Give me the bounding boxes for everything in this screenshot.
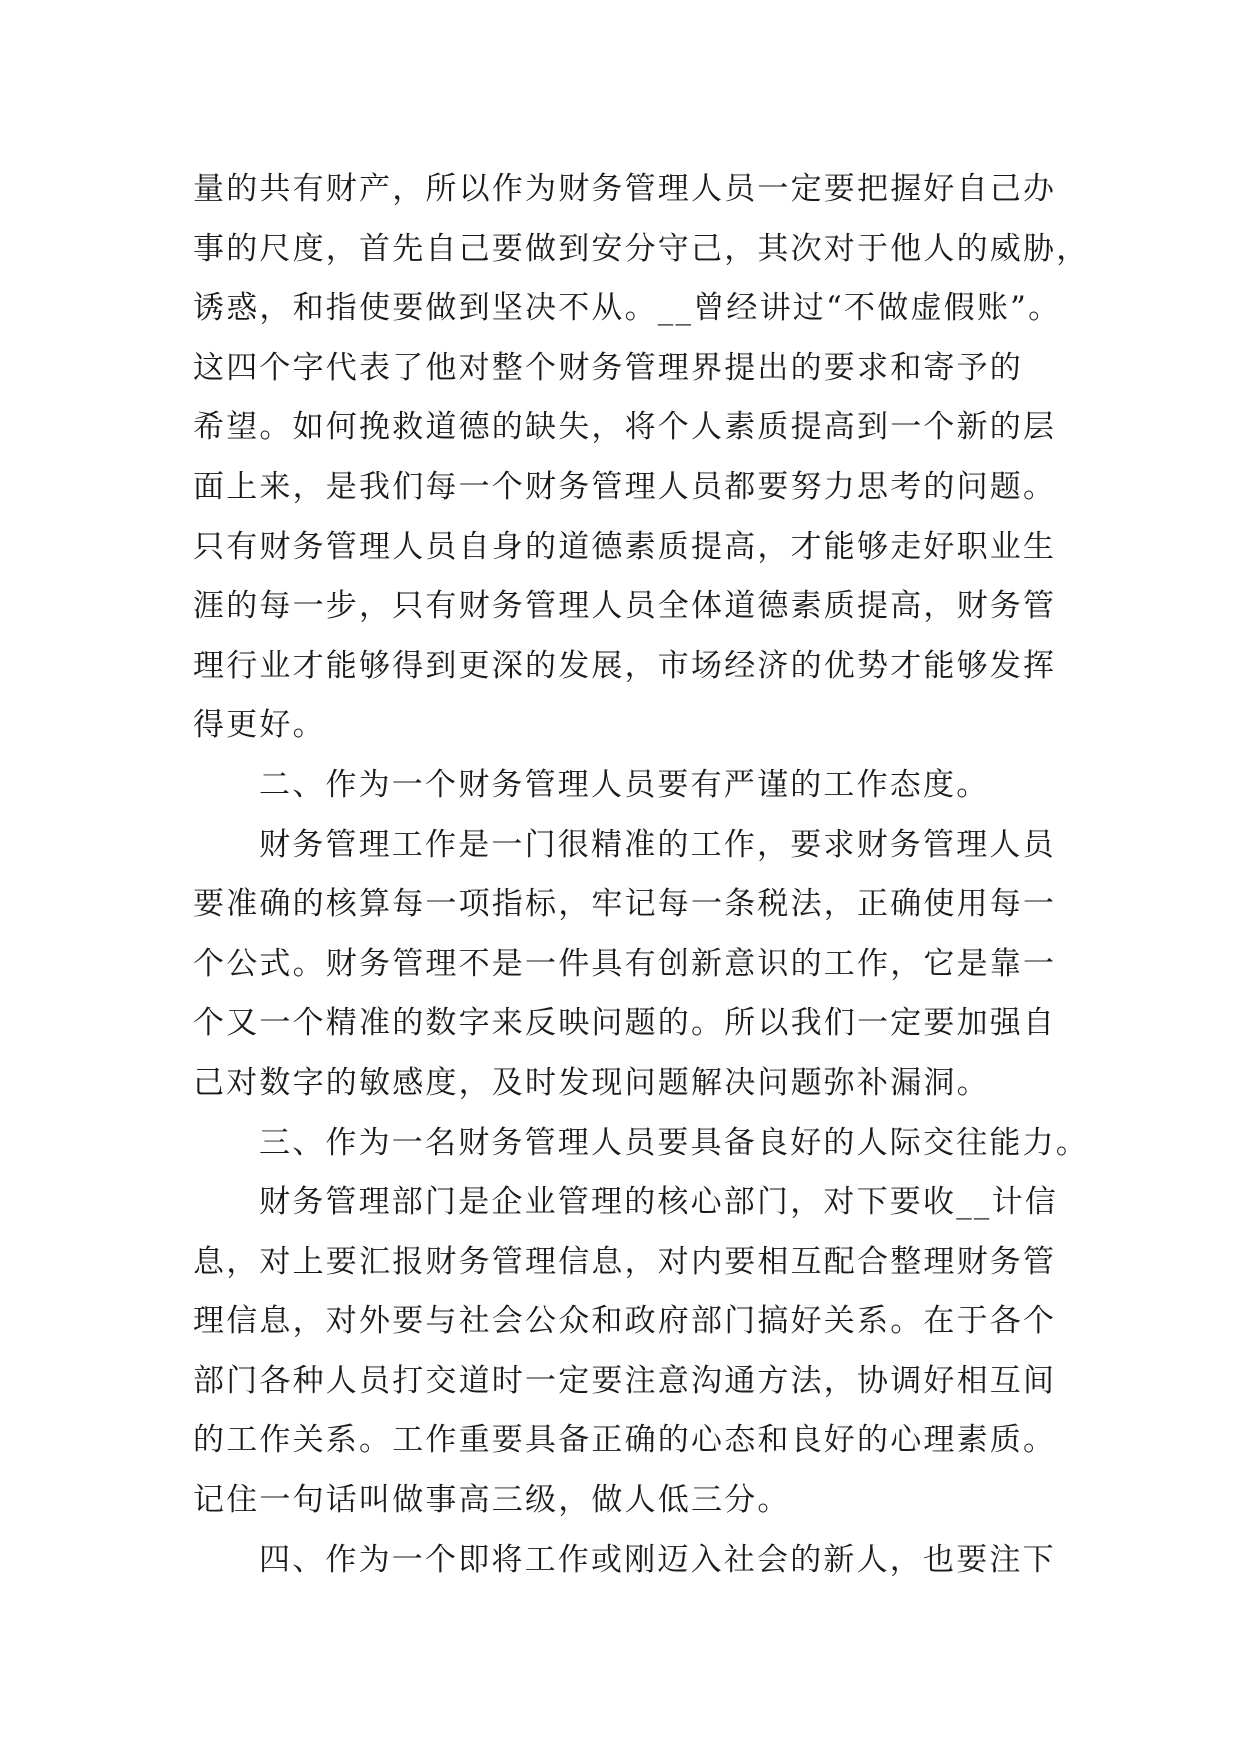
text-line: 理行业才能够得到更深的发展，市场经济的优势才能够发挥 [193,647,1057,684]
text-line: 二、作为一个财务管理人员要有严谨的工作态度。 [259,766,990,803]
text-line: 要准确的核算每一项指标，牢记每一条税法，正确使用每一 [193,886,1057,923]
text-line: 财务管理部门是企业管理的核心部门，对下要收__计信 [259,1184,1058,1221]
text-line: 息，对上要汇报财务管理信息，对内要相互配合整理财务管 [193,1243,1057,1280]
text-line: 量的共有财产，所以作为财务管理人员一定要把握好自己办 [193,171,1057,207]
text-line: 个公式。财务管理不是一件具有创新意识的工作，它是靠一 [193,945,1057,982]
text-line: 只有财务管理人员自身的道德素质提高，才能够走好职业生 [193,528,1057,565]
text-line: 四、作为一个即将工作或刚迈入社会的新人，也要注下 [259,1541,1056,1578]
text-line: 这四个字代表了他对整个财务管理界提出的要求和寄予的 [193,349,1023,386]
text-line: 得更好。 [193,707,326,744]
text-line: 希望。如何挽救道德的缺失，将个人素质提高到一个新的层 [193,409,1057,446]
text-line: 诱惑，和指使要做到坚决不从。__曾经讲过“不做虚假账”。 [193,290,1062,327]
text-line: 事的尺度，首先自己要做到安分守己，其次对于他人的威胁， [193,230,1090,267]
text-line: 个又一个精准的数字来反映问题的。所以我们一定要加强自 [193,1005,1057,1042]
text-line: 己对数字的敏感度，及时发现问题解决问题弥补漏洞。 [193,1064,990,1101]
text-line: 记住一句话叫做事高三级，做人低三分。 [193,1482,791,1519]
document-body [193,160,1090,1590]
text-line: 涯的每一步，只有财务管理人员全体道德素质提高，财务管 [193,588,1057,625]
text-line: 理信息，对外要与社会公众和政府部门搞好关系。在于各个 [193,1303,1057,1340]
text-line: 部门各种人员打交道时一定要注意沟通方法，协调好相互间 [193,1362,1057,1399]
text-line: 三、作为一名财务管理人员要具备良好的人际交往能力。 [259,1124,1089,1161]
text-line: 的工作关系。工作重要具备正确的心态和良好的心理素质。 [193,1422,1057,1459]
text-line: 面上来，是我们每一个财务管理人员都要努力思考的问题。 [193,468,1057,505]
text-line: 财务管理工作是一门很精准的工作，要求财务管理人员 [259,826,1056,863]
